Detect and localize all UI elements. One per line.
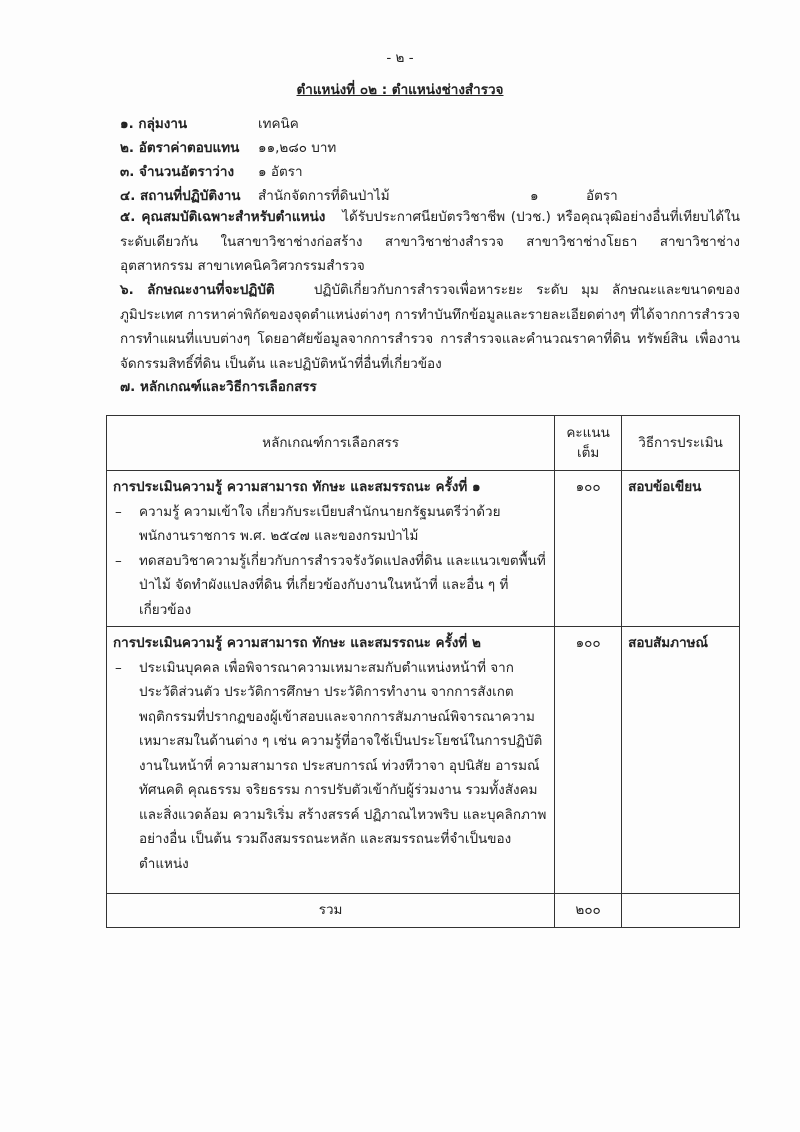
row-score: ๑๐๐ [555, 627, 622, 894]
total-method-empty [622, 894, 740, 928]
row-score: ๑๐๐ [555, 471, 622, 627]
item-value: เทคนิค [258, 116, 299, 132]
duties-label: ๖. ลักษณะงานที่จะปฏิบัติ [120, 282, 275, 298]
row-title: การประเมินความรู้ ความสามารถ ทักษะ และสมรรถนะ ครั้งที่ ๑ [113, 479, 481, 495]
item-value: ๑ อัตรา [258, 164, 303, 180]
position-title: ตำแหน่งที่ ๐๒ : ตำแหน่งช่างสำรวจ [296, 82, 504, 98]
table-row [107, 471, 740, 627]
qualification-label: ๕. คุณสมบัติเฉพาะสำหรับตำแหน่ง [120, 209, 326, 225]
total-score: ๒๐๐ [555, 894, 622, 928]
criteria-table [106, 415, 740, 928]
table-total-row [107, 894, 740, 928]
duties-text: ปฏิบัติเกี่ยวกับการสำรวจเพื่อหาระยะ ระดับ มุม ลักษณะและขนาดของภูมิประเทศ การหาค่าพิกัดของจุดตำแหน่งต่างๆ การทำบันทึกข้อมูลและรายละเอียดต่างๆ ที่ได้จากการสำรวจ การทำแผนที่แบบต่างๆ โดยอาศัยข้อมูลจากการสำรวจ การสำรวจและคำนวณราคาที่ดิน ทรัพย์สิน เพื่องานจัดกรรมสิทธิ์ที่ดิน เป็นต้น และปฏิบัติหน้าที่อื่นที่เกี่ยวข้อง [120, 282, 740, 372]
bullet-item: – ทดสอบวิชาความรู้เกี่ยวกับการสำรวจรังวัดแปลงที่ดิน และแนวเขตพื้นที่ป่าไม้ จัดทำผังแปลงที่ดิน ที่เกี่ยวข้องกับงานในหน้าที่ และอื่น ๆ ที่เกี่ยวข้อง [139, 549, 548, 623]
table-row [107, 627, 740, 894]
header-score: คะแนนเต็ม [555, 416, 622, 471]
page-number: - ๒ - [386, 50, 414, 66]
item-label: ๔. สถานที่ปฏิบัติงาน [120, 188, 241, 204]
row-title: การประเมินความรู้ ความสามารถ ทักษะ และสมรรถนะ ครั้งที่ ๒ [113, 635, 481, 651]
item-label: ๒. อัตราค่าตอบแทน [120, 140, 240, 156]
table-header-row [107, 416, 740, 471]
item-unit: อัตรา [586, 188, 618, 204]
header-criteria: หลักเกณฑ์การเลือกสรร [107, 416, 555, 471]
bullet-item: – ประเมินบุคคล เพื่อพิจารณาความเหมาะสมกับตำแหน่งหน้าที่ จากประวัติส่วนตัว ประวัติการศึกษา ประวัติการทำงาน จากการสังเกตพฤติกรรมที่ปรากฏของผู้เข้าสอบและจากการสัมภาษณ์พิจารณาความเหมาะสมในด้านต่าง ๆ เช่น ความรู้ที่อาจใช้เป็นประโยชน์ในการปฏิบัติงานในหน้าที่ ความสามารถ ประสบการณ์ ท่วงทีวาจา อุปนิสัย อารมณ์ ทัศนคติ คุณธรรม จริยธรรม การปรับตัวเข้ากับผู้ร่วมงาน รวมทั้งสังคม และสิ่งแวดล้อม ความริเริ่ม สร้างสรรค์ ปฏิภาณไหวพริบ และบุคลิกภาพ อย่างอื่น เป็นต้น รวมถึงสมรรถนะหลัก และสมรรถนะที่จำเป็นของตำแหน่ง [139, 656, 548, 877]
qualification-paragraph [120, 205, 740, 279]
header-method: วิธีการประเมิน [622, 416, 740, 471]
row-method: สอบสัมภาษณ์ [622, 627, 740, 894]
qualification-text: ได้รับประกาศนียบัตรวิชาชีพ (ปวช.) หรือคุณวุฒิอย่างอื่นที่เทียบได้ในระดับเดียวกัน ในสาขาวิชาช่างก่อสร้าง สาขาวิชาช่างสำรวจ สาขาวิชาช่างโยธา สาขาวิชาช่างอุตสาหกรรม สาขาเทคนิควิศวกรรมสำรวจ [120, 209, 740, 274]
criteria-heading: ๗. หลักเกณฑ์และวิธีการเลือกสรร [120, 379, 317, 395]
item-value: สำนักจัดการที่ดินป่าไม้ [258, 188, 390, 204]
item-count: ๑ [530, 188, 539, 204]
item-label: ๑. กลุ่มงาน [120, 116, 188, 132]
item-label: ๓. จำนวนอัตราว่าง [120, 164, 235, 180]
item-value: ๑๑,๒๘๐ บาท [258, 140, 337, 156]
bullet-item: – ความรู้ ความเข้าใจ เกี่ยวกับระเบียบสำนักนายกรัฐมนตรีว่าด้วยพนักงานราชการ พ.ศ. ๒๕๔๗ และของกรมป่าไม้ [139, 500, 548, 549]
total-label: รวม [107, 894, 555, 928]
row-method: สอบข้อเขียน [622, 471, 740, 627]
duties-paragraph [120, 278, 740, 376]
